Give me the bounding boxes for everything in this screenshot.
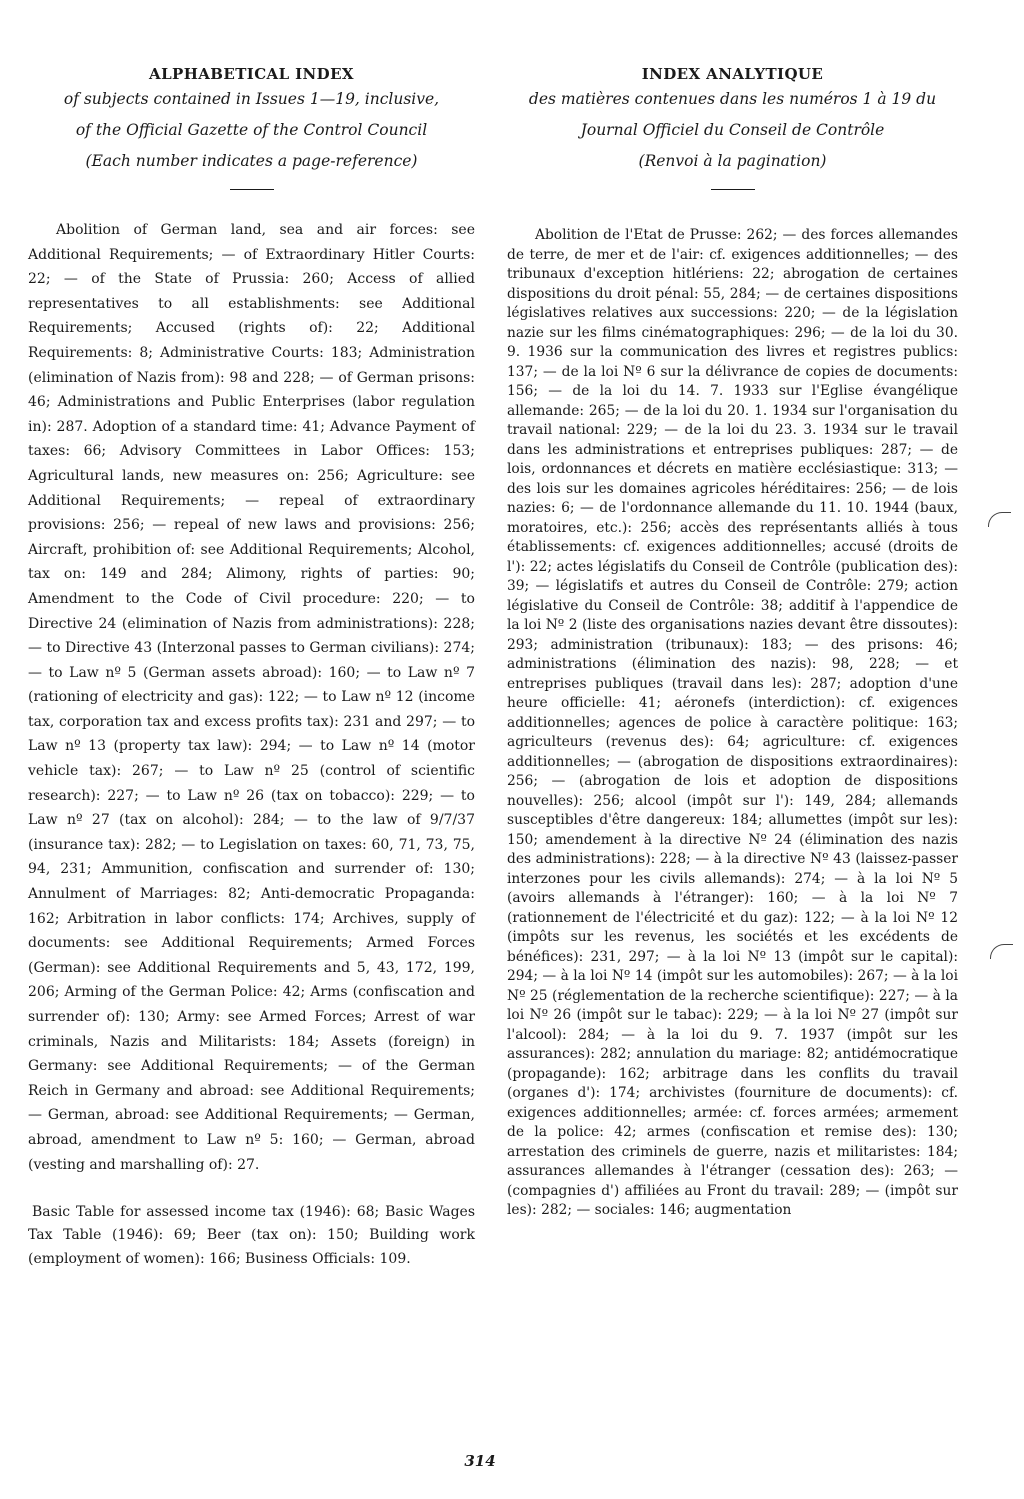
margin-mark-top <box>988 512 1011 527</box>
index-title-en: ALPHABETICAL INDEX <box>149 65 354 83</box>
index-entries-b-en: Basic Table for assessed income tax (1946): 68; Basic Wages Tax Table (1946): 69; Beer (tax on): 150; Building work (employment of women): 166; Business Officials: 109. <box>28 1204 475 1267</box>
index-subtitle-fr-1: des matières contenues dans les numéros 1 à 19 du <box>528 90 937 108</box>
divider-rule-en <box>230 189 274 190</box>
index-subtitle-fr-3: (Renvoi à la pagination) <box>638 152 827 170</box>
index-title-fr: INDEX ANALYTIQUE <box>641 65 824 83</box>
index-entries-a-fr: Abolition de l'Etat de Prusse: 262; — des forces allemandes de terre, de mer et de l'air: cf. exigences additionnelles; — des tribunaux d'exception hitlériens: 22; abrogation de certaines dispositions du droit pénal: 55, 284; — de certaines dispositions législatives relatives aux successions: 220; — de la législation nazie sur les films cinématographiques: 296; — de la loi du 30. 9. 1936 sur la communication des livres et registres publics: 137; — de la loi Nº 6 sur la délivrance de copies de documents: 156; — de la loi du 14. 7. 1933 sur l'Eglise évangélique allemande: 265; — de la loi du 20. 1. 1934 sur l'organisation du travail national: 229; — de la loi du 23. 3. 1934 sur le travail dans les administrations et entreprises publiques: 287; — de lois, ordonnances et décrets en matière ecclésiastique: 313; — des lois sur les domaines agricoles héréditaires: 256; — de lois nazies: 6; — de l'ordonnance allemande du 11. 10. 1944 (baux, moratoires, etc.): 256; accès des représentants alliés à tous établissements: cf. exigences additionnelles; accusé (droits de l'): 22; actes législatifs du Conseil de Contrôle (publication des): 39; — législatifs et autres du Conseil de Contrôle: 279; action législative du Conseil de Contrôle: 38; additif à l'appendice de la loi Nº 2 (liste des organisations nazies devant être dissoutes): 293; administration (tribunaux): 183; — des prisons: 46; administrations (élimination des nazis): 98, 228; — et entreprises publiques (travail dans les): 287; adoption d'une heure officielle: 41; aéronefs (interdiction): cf. exigences additionnelles; agences de police à caractère politique: 163; agriculteurs (revenus des): 64; agriculture: cf. exigences additionnelles; — (abrogation de dispositions extraordinaires): 256; — (abrogation de lois et adoption de dispositions nouvelles): 256; alcool (impôt sur l'): 149, 284; allemands susceptibles d'être dangereux: 184; allumettes (impôt sur les): 150; amendement à la directive Nº 24 (élimination des nazis des administrations): 228; — à la directive Nº 43 (laissez-passer interzones pour les civils allemands): 274; — à la loi Nº 5 (avoirs allemands à l'étranger): 160; — à la loi Nº 7 (rationnement de l'électricité et du gaz): 122; — à la loi Nº 12 (impôts sur les revenus, les sociétés et les excédents de bénéfices): 231, 297; — à la loi Nº 13 (impôt sur le capital): 294; — à la loi Nº 14 (impôt sur les automobiles): 267; — à la loi Nº 25 (réglementation de la recherche scientifique): 227; — à la loi Nº 26 (impôt sur le tabac): 229; — à la loi Nº 27 (impôt sur l'alcool): 284; — à la loi du 9. 7. 1937 (impôt sur les assurances): 282; annulation du mariage: 82; antidémocratique (propagande): 162; arbitrage dans les conflits du travail (organes d'): 174; archivistes (fourniture de documents): cf. exigences additionnelles; armée: cf. forces armées; armement de la police: 42; armes (confiscation et remise des): 130; arrestation des criminels de guerre, nazis et militaristes: 184; assurances allemandes à l'étranger (cessation des): 263; — (compagnies d') affiliées au Front du travail: 289; — (impôt sur les): 282; — sociales: 146; augmentation <box>507 227 958 1218</box>
margin-mark-bottom <box>990 944 1013 959</box>
column-english <box>28 60 475 1271</box>
index-subtitle-en-1: of subjects contained in Issues 1—19, inclusive, <box>63 90 440 108</box>
index-entries-a-en: Abolition of German land, sea and air forces: see Additional Requirements; — of Extraordinary Hitler Courts: 22; — of the State of Prussia: 260; Access of allied representatives to all establishments: see Additional Requirements; Accused (rights of): 22; Additional Requirements: 8; Administrative Courts: 183; Administration (elimination of Nazis from): 98 and 228; — of German prisons: 46; Administrations and Public Enterprises (labor regulation in): 287. Adoption of a standard time: 41; Advance Payment of taxes: 66; Advisory Committees in Labor Offices: 153; Agricultural lands, new measures on: 256; Agriculture: see Additional Requirements; — repeal of extraordinary provisions: 256; — repeal of new laws and provisions: 256; Aircraft, prohibition of: see Additional Requirements; Alcohol, tax on: 149 and 284; Alimony, rights of parties: 90; Amendment to the Code of Civil procedure: 220; — to Directive 24 (elimination of Nazis from administrations): 228; — to Directive 43 (Interzonal passes to German civilians): 274; — to Law nº 5 (German assets abroad): 160; — to Law nº 7 (rationing of electricity and gas): 122; — to Law nº 12 (income tax, corporation tax and excess profits tax): 231 and 297; — to Law nº 13 (property tax law): 294; — to Law nº 14 (motor vehicle tax): 267; — to Law nº 25 (control of scientific research): 227; — to Law nº 26 (tax on tobacco): 229; — to Law nº 27 (tax on alcohol): 284; — to the law of 9/7/37 (insurance tax): 282; — to Legislation on taxes: 60, 71, 73, 75, 94, 231; Ammunition, confiscation and surrender of: 130; Annulment of Marriages: 82; Anti-democratic Propaganda: 162; Arbitration in labor conflicts: 174; Archives, supply of documents: see Additional Requirements; Armed Forces (German): see Additional Requirements and 5, 43, 172, 199, 206; Arming of the German Police: 42; Arms (confiscation and surrender of): 130; Army: see Armed Forces; Arrest of war criminals, Nazis and Militarists: 184; Assets (foreign) in Germany: see Additional Requirements; — of the German Reich in Germany and abroad: see Additional Requirements; — German, abroad: see Additional Requirements; — German, abroad, amendment to Law nº 5: 160; — German, abroad (vesting and marshalling of): 27. <box>28 222 475 1173</box>
index-subtitle-en-2: of the Official Gazette of the Control Council <box>75 121 428 139</box>
index-subtitle-fr-2: Journal Officiel du Conseil de Contrôle <box>580 121 885 139</box>
column-french <box>507 60 958 1221</box>
page-number: 314 <box>464 1452 496 1470</box>
index-subtitle-en-3: (Each number indicates a page-reference) <box>85 152 418 170</box>
divider-rule-fr <box>711 189 755 190</box>
